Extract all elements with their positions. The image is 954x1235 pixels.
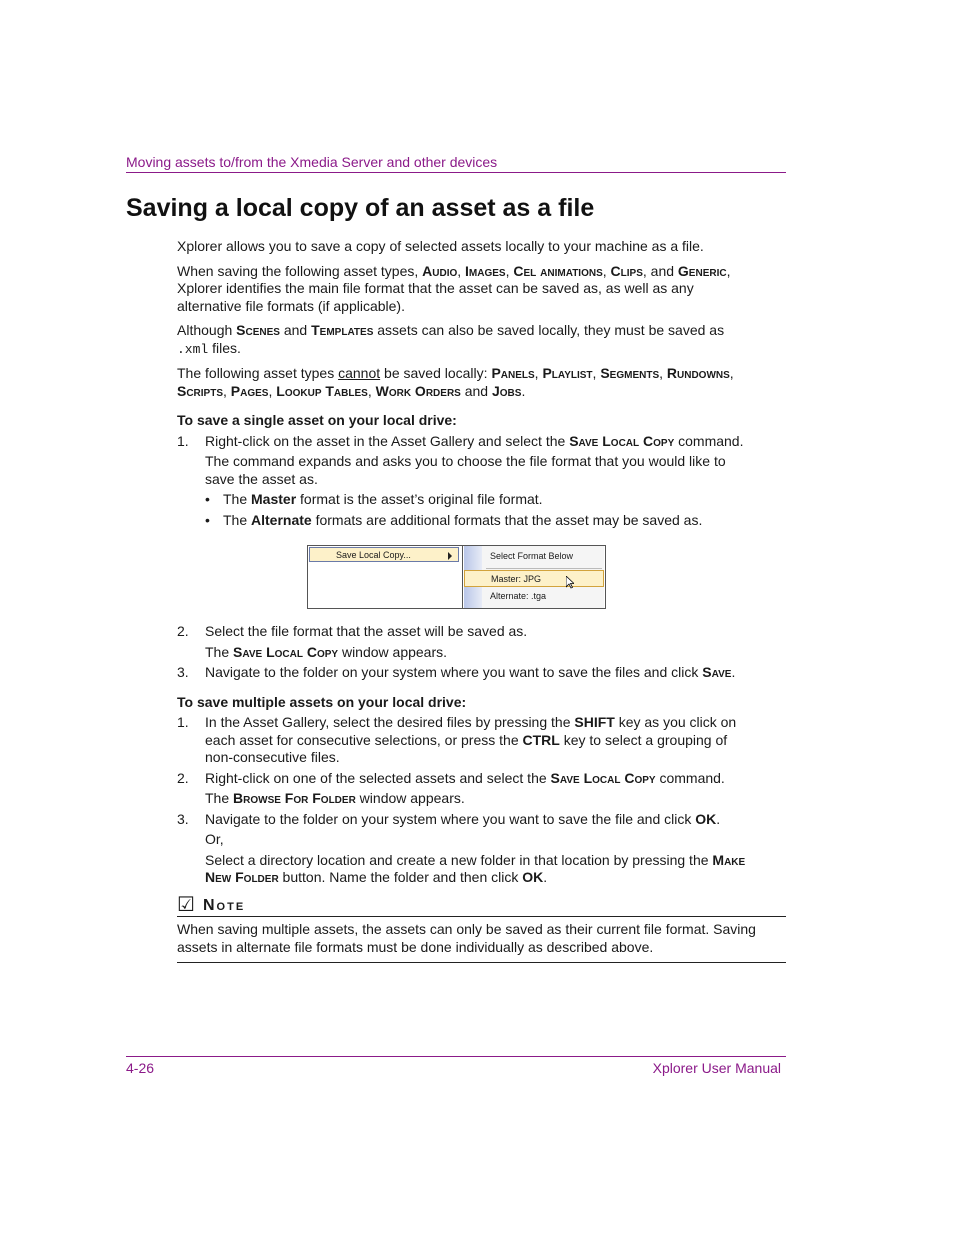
page-header <box>126 152 786 173</box>
multiple-step-3-or: Or, <box>205 831 224 847</box>
submenu-divider <box>486 568 602 569</box>
manual-title: Xplorer User Manual <box>652 1060 781 1076</box>
single-step-1: 1. Right-click on the asset in the Asset Gallery and select the Save Local Copy command. <box>177 432 744 449</box>
single-step-2: 2. Select the file format that the asset will be saved as. <box>177 623 528 639</box>
multiple-step-2-detail: The Browse For Folder window appears. <box>205 790 465 806</box>
context-menu-screenshot <box>307 545 606 609</box>
multiple-assets-heading: To save multiple assets on your local drive: <box>177 693 467 710</box>
multiple-step-3-alternative: Select a directory location and create a new folder in that location by pressing the Make New Folder button. Name the folder and then click OK. <box>205 851 746 885</box>
submenu-item-alternate[interactable]: Alternate: .tga <box>490 591 547 601</box>
submenu-arrow-icon <box>448 552 452 560</box>
format-submenu <box>464 546 604 608</box>
intro-paragraph-3: Although Scenes and Templates assets can also be saved locally, they must be saved as .xml files. <box>177 322 725 357</box>
single-step-2-detail: The Save Local Copy window appears. <box>205 643 448 660</box>
single-asset-heading: To save a single asset on your local drive: <box>177 412 457 428</box>
intro-paragraph-4: The following asset types cannot be saved locally: Panels, Playlist, Segments, Rundowns, Scripts, Pages, Lookup Tables, Work Orders and Jobs. <box>177 365 734 399</box>
intro-paragraph-1: Xplorer allows you to save a copy of selected assets locally to your machine as a file. <box>177 238 704 254</box>
context-menu <box>308 546 463 608</box>
intro-paragraph-2: When saving the following asset types, Audio, Images, Cel animations, Clips, and Generic, Xplorer identifies the main file format that the asset can be saved as, as well as any alternative file formats (if applicable). <box>177 262 731 314</box>
bullet-master: • The Master format is the asset’s original file format. <box>205 491 543 507</box>
note-header <box>177 895 786 917</box>
breadcrumb: Moving assets to/from the Xmedia Server and other devices <box>126 154 498 170</box>
bullet-alternate: • The Alternate formats are additional formats that the asset may be saved as. <box>205 511 703 528</box>
single-step-3: 3. Navigate to the folder on your system where you want to save the files and click Save. <box>177 664 736 680</box>
page-number: 4-26 <box>126 1060 155 1076</box>
single-step-1-detail: The command expands and asks you to choose the file format that you would like to save the asset as. <box>205 453 726 487</box>
submenu-header: Select Format Below <box>490 551 574 561</box>
page-title: Saving a local copy of an asset as a file <box>126 194 595 222</box>
menu-item-save-local-copy[interactable]: Save Local Copy... <box>309 547 459 562</box>
main-content <box>177 238 757 890</box>
checkbox-icon: ☑ <box>177 894 195 916</box>
multiple-step-1: 1. In the Asset Gallery, select the desired files by pressing the SHIFT key as you click on each asset for consecutive selections, or press the CTRL key to select a grouping of non-consecutive files. <box>177 714 737 765</box>
mouse-pointer-icon <box>566 576 574 589</box>
multiple-step-2: 2. Right-click on one of the selected assets and select the Save Local Copy command. <box>177 769 725 786</box>
submenu-item-master[interactable]: Master: JPG <box>464 570 604 587</box>
note-body: When saving multiple assets, the assets can only be saved as their current file format. Saving assets in alternate file formats must be done individually as described above. <box>177 921 786 963</box>
note-label: Note <box>203 897 246 914</box>
multiple-step-3: 3. Navigate to the folder on your system where you want to save the file and click OK. <box>177 810 721 827</box>
footer-divider <box>126 1056 786 1057</box>
